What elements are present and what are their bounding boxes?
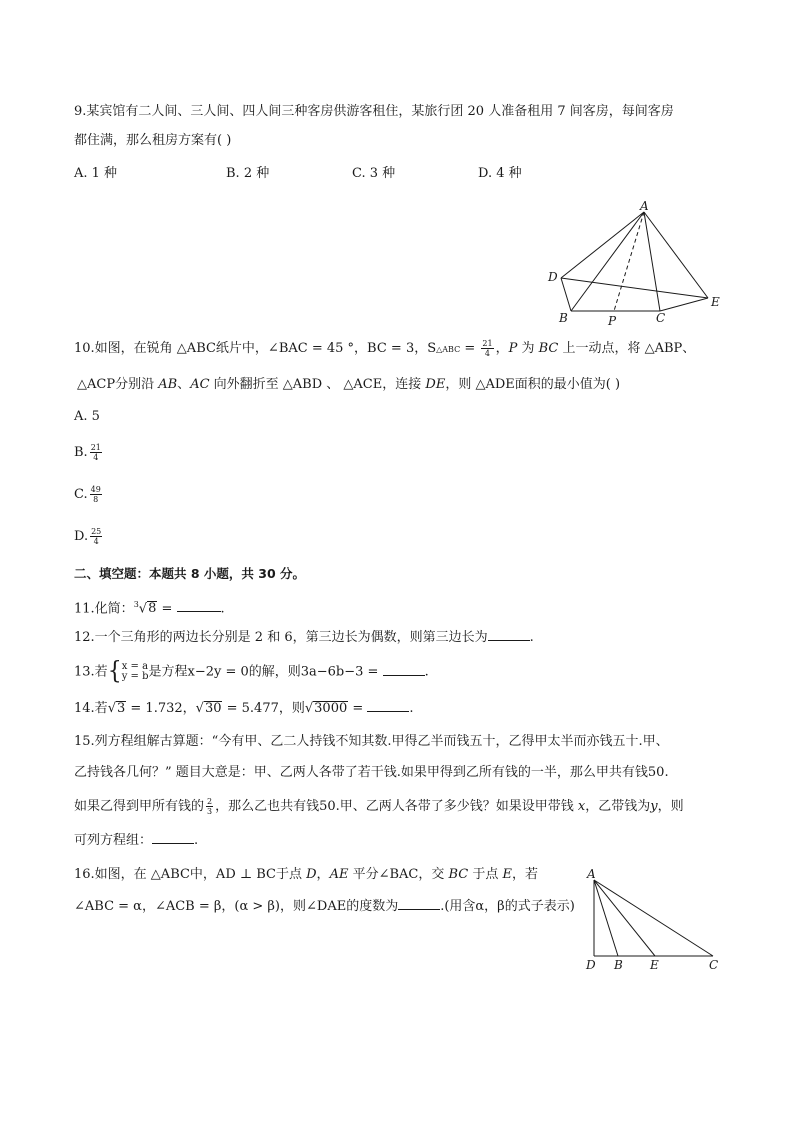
q10-fig-label-e: E (711, 295, 720, 309)
q16-figure (580, 864, 730, 976)
q16-fig-line-ac (594, 880, 713, 956)
q16-fig-label-a: A (587, 867, 596, 881)
q15-line3: 如果乙得到甲所有钱的 $\frac{2}{3}$ ，那么乙也共有钱50.甲、乙两人各带了多少钱？如果设甲带钱 x，乙带钱为y，则 (74, 797, 684, 816)
q13: 13.若{ x = a y = b 是方程x−2y = 0的解，则3a−6b−3 = . (74, 657, 429, 686)
q10-fig-label-a: A (640, 199, 649, 213)
q16-fig-label-b: B (614, 958, 623, 972)
q10-option-c: C. $\frac{49}{8}$ (74, 485, 101, 504)
q16-fig-label-d: D (586, 958, 596, 972)
q12: 12.一个三角形的两边长分别是 2 和 6，第三边长为偶数，则第三边长为 . (74, 630, 534, 645)
q10-fig-label-d: D (548, 270, 558, 284)
q16-line1: 16.如图，在 △ABC中，AD ⊥ BC于点 D，AE 平分∠BAC，交 BC 于点 E，若 (74, 867, 539, 882)
q10-line2: △ACP分别沿 AB、AC 向外翻折至 △ABD 、 △ACE，连接 DE，则 △ADE面积的最小值为( ) (77, 377, 621, 392)
q16-fig-label-e: E (650, 958, 659, 972)
q16-answer-blank (398, 897, 440, 910)
q10-fig-label-b: B (559, 311, 568, 325)
q10-fig-line-ae (644, 212, 708, 298)
q10-fig-line-ac (644, 212, 660, 311)
q15-line4: 可列方程组： . (74, 833, 199, 848)
q12-answer-blank (488, 628, 530, 641)
q15-line1: 15.列方程组解古算题：“今有甲、乙二人持钱不知其数.甲得乙半而钱五十，乙得甲太半而亦钱五十.甲、 (74, 734, 669, 749)
q14-answer-blank (367, 699, 409, 712)
q9-option-a: A. 1 种 (74, 166, 118, 181)
q10-fig-line-ce (660, 298, 708, 311)
q10-fig-label-p: P (608, 314, 617, 328)
q15-answer-blank (152, 831, 194, 844)
q10-option-a: A. 5 (74, 409, 100, 424)
q10-fig-label-c: C (656, 311, 666, 325)
q13-answer-blank (383, 663, 425, 676)
q16-fig-label-c: C (709, 958, 719, 972)
q9-line1: 9.某宾馆有二人间、三人间、四人间三种客房供游客租住，某旅行团 20 人准备租用 7 间客房，每间客房 (74, 104, 674, 119)
q10-option-b: B. $\frac{21}{4}$ (74, 443, 101, 462)
q10-area-fraction: $\frac{21}{4}$ (482, 339, 493, 358)
q10-figure (540, 196, 730, 331)
q16-line2: ∠ABC = α，∠ACB = β，(α > β)，则∠DAE的度数为 .(用含α，β的式子表示) (74, 899, 575, 914)
section-2-heading: 二、填空题：本题共 8 小题，共 30 分。 (74, 566, 306, 581)
q10-fig-line-db (561, 278, 571, 311)
q10-line1: 10.如图，在锐角 △ABC纸片中，∠BAC = 45 °，BC = 3，S△ABC = $\frac{21}{4}$ ，P 为 BC 上一动点，将 △ABP、 (74, 339, 696, 358)
q11: 11.化简：$^3$√8 = . (74, 600, 225, 617)
q9-line2: 都住满，那么租房方案有( ) (74, 133, 232, 148)
q16-fig-line-ab (594, 880, 618, 956)
q14: 14.若√3 = 1.732，√30 = 5.477，则√3000 = . (74, 701, 414, 716)
q9-option-c: C. 3 种 (352, 166, 396, 181)
q11-answer-blank (177, 599, 221, 612)
q16-fig-line-ae (594, 880, 655, 956)
q10-option-d: D. $\frac{25}{4}$ (74, 527, 102, 546)
q9-option-d: D. 4 种 (478, 166, 522, 181)
q9-option-b: B. 2 种 (226, 166, 270, 181)
q10-fig-line-ap-dashed (614, 212, 644, 311)
q15-line2: 乙持钱各几何？” 题目大意是：甲、乙两人各带了若干钱.如果甲得到乙所有钱的一半，那么甲共有钱50. (74, 765, 669, 780)
